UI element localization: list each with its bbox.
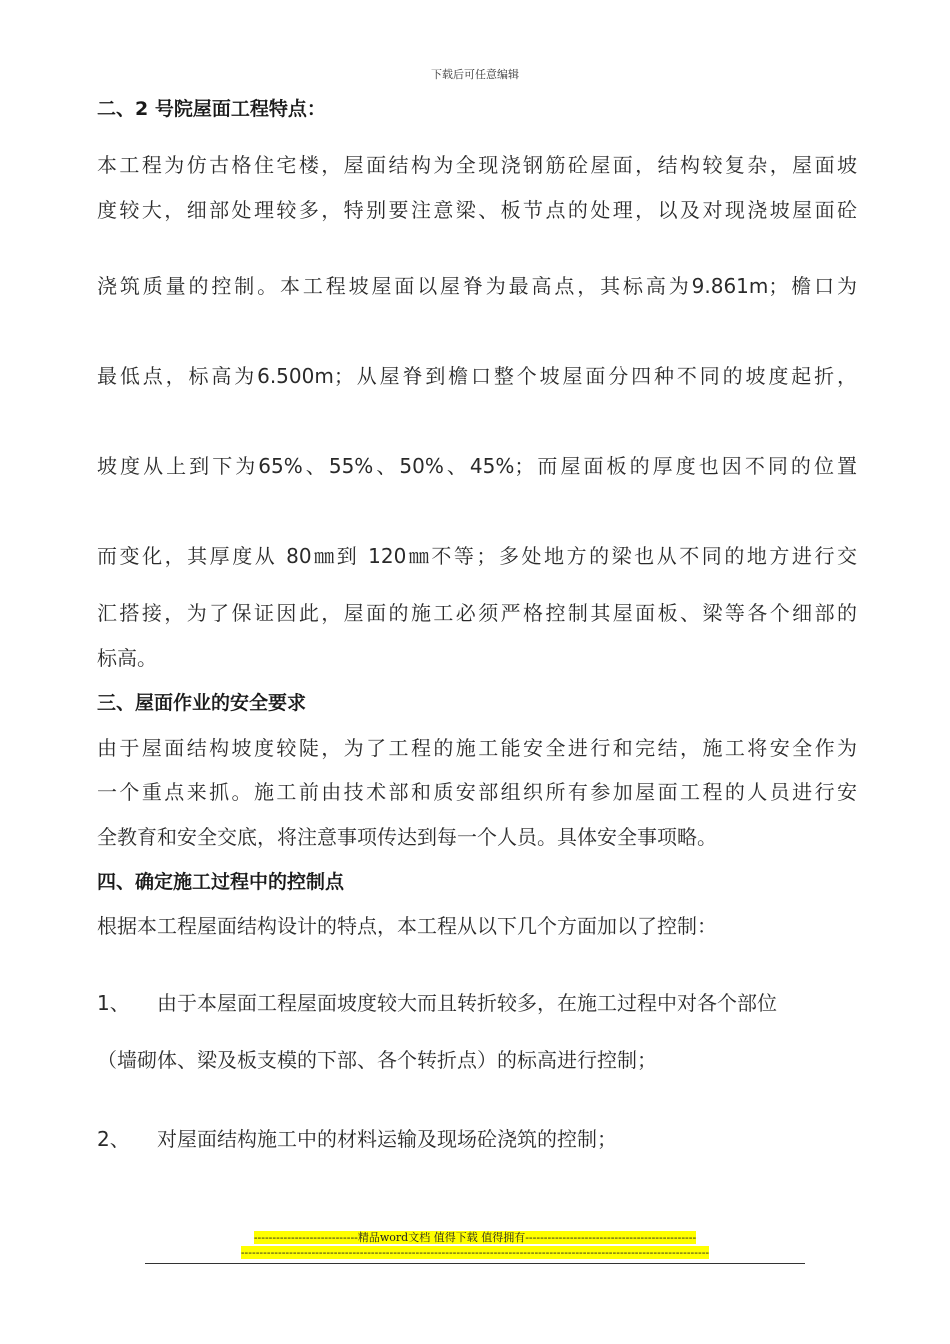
paragraph-line: 标高。 <box>97 646 157 670</box>
list-item <box>97 988 777 1018</box>
paragraph-line: 最低点，标高为6.500m；从屋脊到檐口整个坡屋面分四种不同的坡度起折， <box>97 364 857 388</box>
list-number: 2、 <box>97 1127 130 1151</box>
footer-rule <box>145 1263 805 1264</box>
section-heading: 三、屋面作业的安全要求 <box>97 692 307 714</box>
paragraph-line: 由于屋面结构坡度较陡，为了工程的施工能安全进行和完结，施工将安全作为 <box>97 736 857 760</box>
paragraph-line: 浇筑质量的控制。本工程坡屋面以屋脊为最高点，其标高为9.861m；檐口为 <box>97 274 857 298</box>
paragraph-line: 而变化，其厚度从 80㎜到 120㎜不等；多处地方的梁也从不同的地方进行交 <box>97 544 857 568</box>
paragraph-line: 全教育和安全交底，将注意事项传达到每一个人员。具体安全事项略。 <box>97 825 717 849</box>
list-text: 对屋面结构施工中的材料运输及现场砼浇筑的控制； <box>157 1127 617 1151</box>
list-text: 由于本屋面工程屋面坡度较大而且转折较多，在施工过程中对各个部位 <box>157 991 777 1015</box>
paragraph-line: 一个重点来抓。施工前由技术部和质安部组织所有参加屋面工程的人员进行安 <box>97 780 857 804</box>
list-item <box>97 1124 617 1154</box>
footer-banner-line: ------------------------------------------------------------------------------------------------------------------------------ <box>240 1246 710 1259</box>
header-note: 下载后可任意编辑 <box>431 68 519 81</box>
paragraph-line: 根据本工程屋面结构设计的特点，本工程从以下几个方面加以了控制： <box>97 914 717 938</box>
footer-banner-line: ----------------------------精品word文档 值得下载 值得拥有---------------------------------------------- <box>253 1231 697 1244</box>
paragraph-line: 坡度从上到下为65%、55%、50%、45%；而屋面板的厚度也因不同的位置 <box>97 454 857 478</box>
paragraph-line: 汇搭接，为了保证因此，屋面的施工必须严格控制其屋面板、梁等各个细部的 <box>97 601 857 625</box>
paragraph-line: 本工程为仿古格住宅楼，屋面结构为全现浇钢筋砼屋面，结构较复杂，屋面坡 <box>97 153 857 177</box>
section-heading: 四、确定施工过程中的控制点 <box>97 871 345 893</box>
list-item-continuation: （墙砌体、梁及板支模的下部、各个转折点）的标高进行控制； <box>97 1048 657 1072</box>
list-number: 1、 <box>97 991 130 1015</box>
section-heading: 二、2 号院屋面工程特点： <box>97 98 326 120</box>
paragraph-line: 度较大，细部处理较多，特别要注意梁、板节点的处理，以及对现浇坡屋面砼 <box>97 198 857 222</box>
